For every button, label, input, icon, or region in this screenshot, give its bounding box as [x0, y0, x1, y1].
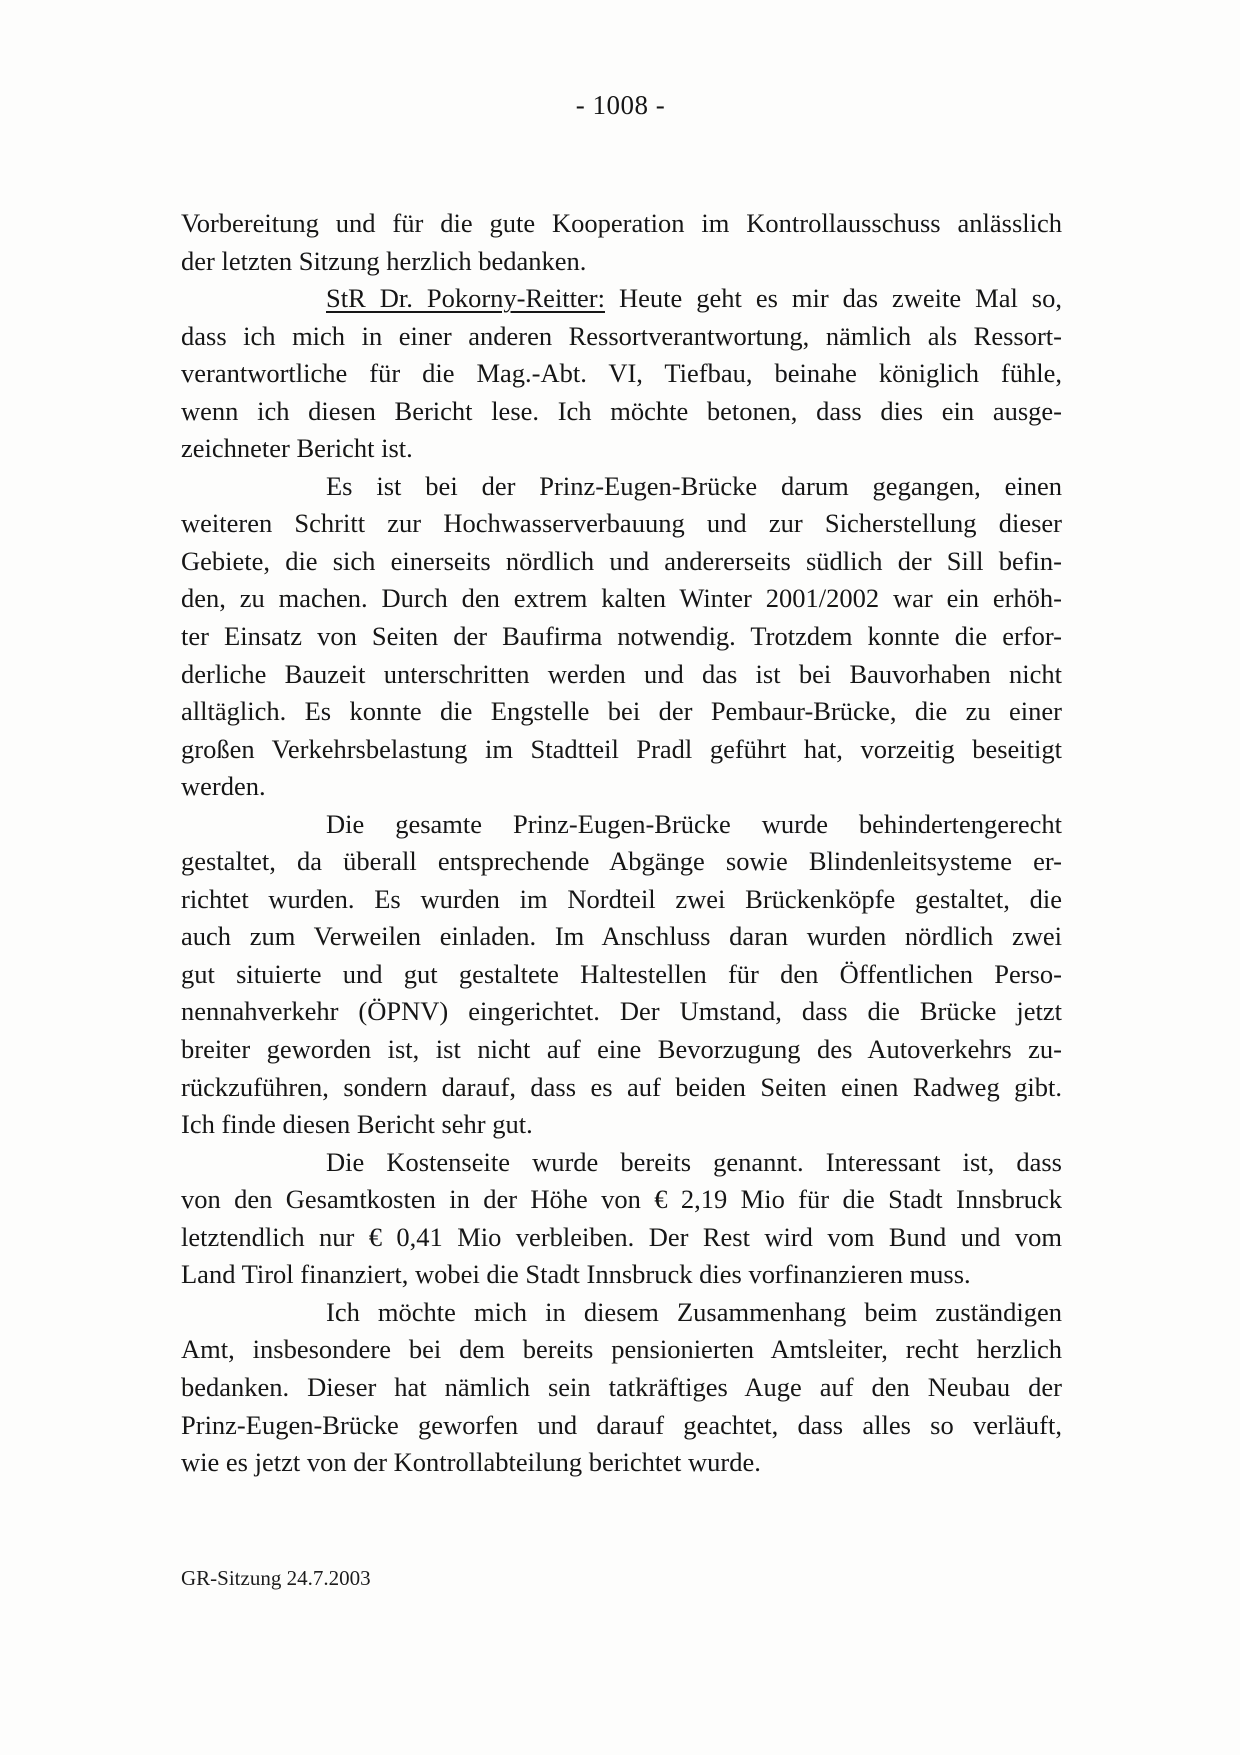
text-line: rückzuführen, sondern darauf, dass es auf beiden Seiten einen Radweg gibt. [181, 1071, 1062, 1102]
text-line: Die Kostenseite wurde bereits genannt. Interessant ist, dass [326, 1146, 1062, 1177]
text-line: alltäglich. Es konnte die Engstelle bei der Pembaur-Brücke, die zu einer [181, 696, 1062, 727]
text-line: Vorbereitung und für die gute Kooperation im Kontrollausschuss anlässlich [181, 208, 1062, 238]
text-line: von den Gesamtkosten in der Höhe von € 2,19 Mio für die Stadt Innsbruck [181, 1184, 1062, 1215]
text-line: Ich finde diesen Bericht sehr gut. [181, 1109, 533, 1140]
text-block [181, 205, 1062, 1482]
text-line: dass ich mich in einer anderen Ressortverantwortung, nämlich als Ressort- [181, 320, 1062, 351]
text-line: wie es jetzt von der Kontrollabteilung berichtet wurde. [181, 1447, 761, 1478]
text-line: Gebiete, die sich einerseits nördlich und andererseits südlich der Sill befin- [181, 545, 1062, 576]
text-line: bedanken. Dieser hat nämlich sein tatkräftiges Auge auf den Neubau der [181, 1371, 1062, 1402]
page-number: - 1008 - [575, 90, 666, 120]
text-line: gut situierte und gut gestaltete Haltestellen für den Öffentlichen Perso- [181, 958, 1062, 989]
text-line: verantwortliche für die Mag.-Abt. VI, Tiefbau, beinahe königlich fühle, [181, 358, 1062, 389]
text-line: Amt, insbesondere bei dem bereits pensionierten Amtsleiter, recht herzlich [181, 1334, 1062, 1365]
text-line: Die gesamte Prinz-Eugen-Brücke wurde behindertengerecht [326, 808, 1062, 839]
text-line: wenn ich diesen Bericht lese. Ich möchte betonen, dass dies ein ausge- [181, 395, 1062, 426]
text-line: Ich möchte mich in diesem Zusammenhang beim zuständigen [326, 1296, 1062, 1327]
text-line: letztendlich nur € 0,41 Mio verbleiben. Der Rest wird vom Bund und vom [181, 1221, 1062, 1252]
footer-session-label: GR-Sitzung 24.7.2003 [181, 1566, 371, 1590]
text-line: StR Dr. Pokorny-Reitter: Heute geht es mir das zweite Mal so, [326, 283, 1062, 314]
text-line: derliche Bauzeit unterschritten werden und das ist bei Bauvorhaben nicht [181, 658, 1062, 689]
text-line: breiter geworden ist, ist nicht auf eine Bevorzugung des Autoverkehrs zu- [181, 1034, 1062, 1065]
text-line: zeichneter Bericht ist. [181, 433, 413, 464]
text-line: Prinz-Eugen-Brücke geworfen und darauf geachtet, dass alles so verläuft, [181, 1409, 1062, 1440]
text-line: der letzten Sitzung herzlich bedanken. [181, 245, 587, 276]
text-line: großen Verkehrsbelastung im Stadtteil Pradl geführt hat, vorzeitig beseitigt [181, 733, 1062, 764]
text-line: ter Einsatz von Seiten der Baufirma notwendig. Trotzdem konnte die erfor- [181, 621, 1062, 652]
text-line: nennahverkehr (ÖPNV) eingerichtet. Der Umstand, dass die Brücke jetzt [181, 996, 1062, 1027]
text-line: Es ist bei der Prinz-Eugen-Brücke darum gegangen, einen [326, 470, 1062, 501]
text-line: Land Tirol finanziert, wobei die Stadt Innsbruck dies vorfinanzieren muss. [181, 1259, 971, 1290]
text-line: richtet wurden. Es wurden im Nordteil zwei Brückenköpfe gestaltet, die [181, 883, 1062, 914]
text-line: werden. [181, 771, 266, 802]
speaker-name: StR Dr. Pokorny-Reitter: [326, 283, 605, 314]
text-line: gestaltet, da überall entsprechende Abgänge sowie Blindenleitsysteme er- [181, 846, 1062, 877]
text-line: weiteren Schritt zur Hochwasserverbauung und zur Sicherstellung dieser [181, 508, 1062, 539]
text-line: auch zum Verweilen einladen. Im Anschluss daran wurden nördlich zwei [181, 921, 1062, 952]
text-line: den, zu machen. Durch den extrem kalten Winter 2001/2002 war ein erhöh- [181, 583, 1062, 614]
